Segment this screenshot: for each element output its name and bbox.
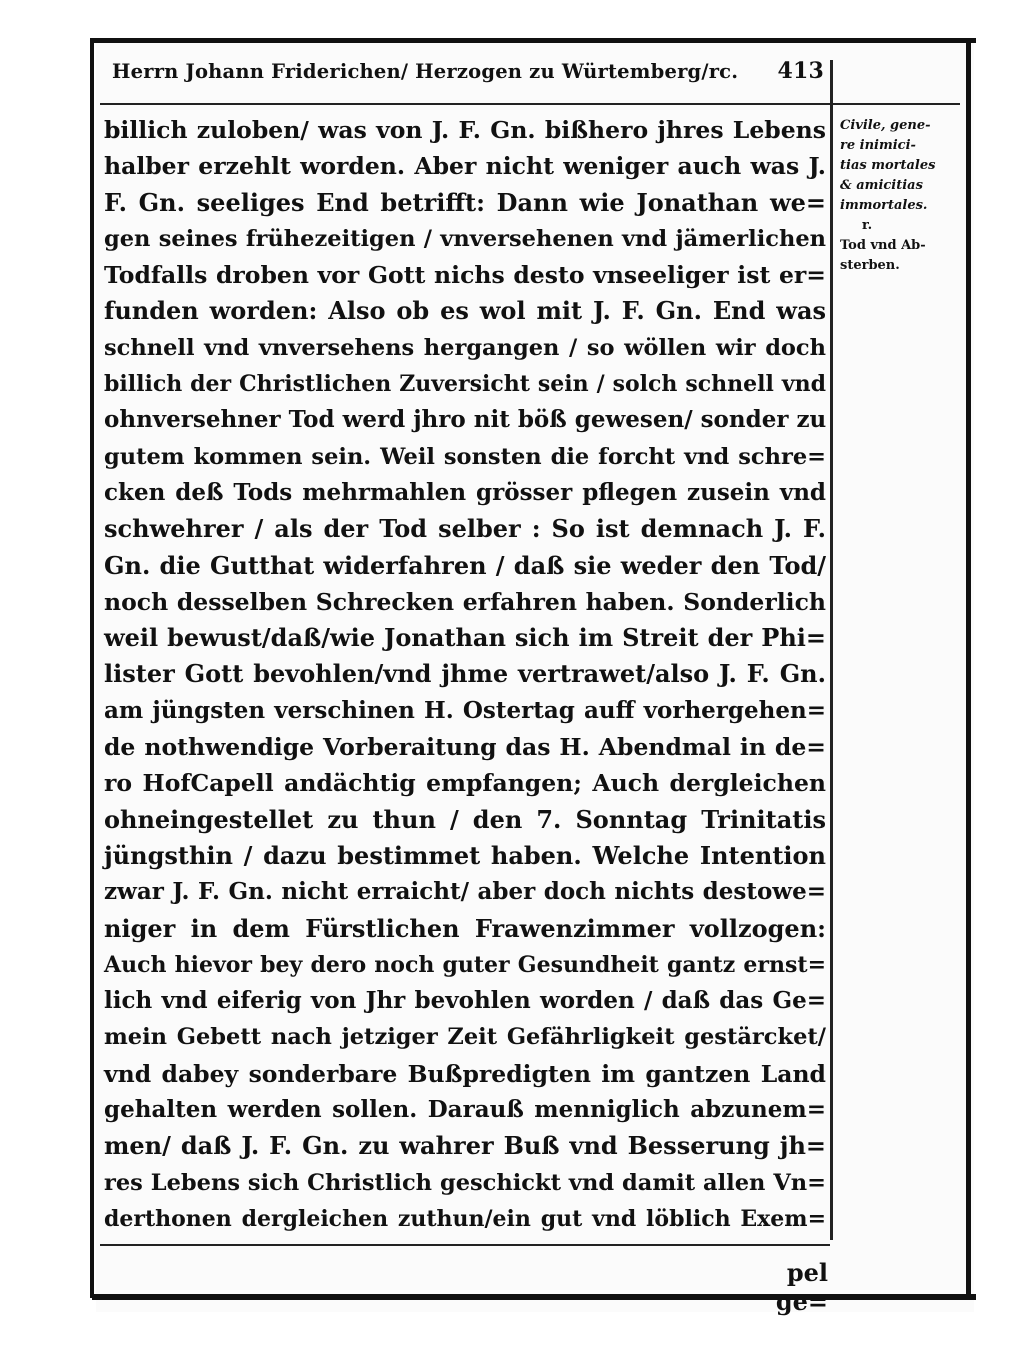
text-line: Gn. die Gutthat widerfahren / daß sie weder den Tod/ [104, 550, 826, 580]
text-line: lister Gott bevohlen/vnd jhme vertrawet/also J. F. Gn. [104, 659, 826, 689]
text-line: lich vnd eiferig von Jhr bevohlen worden / daß das Ge= [104, 987, 826, 1015]
text-line: noch desselben Schrecken erfahren haben. Sonderlich [104, 587, 826, 616]
top-border-rule [92, 38, 976, 43]
marginal-note-line: Tod vnd Ab- [840, 238, 926, 253]
text-line: jüngsthin / dazu bestimmet haben. Welche Intention [104, 840, 826, 870]
page-number: 413 [777, 58, 824, 84]
text-line: Auch hievor bey dero noch guter Gesundheit gantz ernst= [104, 951, 826, 978]
text-line: gutem kommen sein. Weil sonsten die forcht vnd schre= [104, 443, 826, 470]
marginal-notes [840, 116, 964, 276]
text-line: weil bewust/daß/wie Jonathan sich im Streit der Phi= [104, 623, 826, 653]
marginal-note-line: r. [862, 218, 873, 233]
right-border-rule [966, 40, 971, 1298]
text-line: schwehrer / als der Tod selber : So ist demnach J. F. [104, 514, 826, 544]
text-line: Todfalls droben vor Gott nichs desto vnseeliger ist er= [104, 261, 826, 290]
text-line: cken deß Tods mehrmahlen grösser pflegen zusein vnd [104, 478, 826, 506]
text-line: res Lebens sich Christlich geschickt vnd damit allen Vn= [104, 1169, 826, 1196]
marginal-note-line: Civile, gene- [840, 118, 931, 133]
bottom-border-rule [92, 1294, 976, 1300]
header-rule [100, 103, 960, 105]
main-text-column [104, 112, 826, 1237]
text-line: men/ daß J. F. Gn. zu wahrer Buß vnd Besserung jh= [104, 1131, 826, 1161]
text-line: am jüngsten verschinen H. Ostertag auff vorhergehen= [104, 696, 826, 724]
text-line: gehalten werden sollen. Darauß menniglich abzunem= [104, 1096, 826, 1124]
text-line: ohneingestellet zu thun / den 7. Sonntag Trinitatis [104, 804, 826, 834]
marginal-note-line: immortales. [840, 198, 928, 213]
text-line: billich der Christlichen Zuversicht sein / solch schnell vnd [104, 371, 826, 398]
running-head [112, 58, 824, 94]
marginal-note-line: sterben. [840, 258, 900, 273]
marginal-note-line: re inimici- [840, 138, 916, 153]
footer-rule [100, 1244, 830, 1246]
left-border-rule [90, 38, 94, 1298]
text-line: ro HofCapell andächtig empfangen; Auch dergleichen [104, 769, 826, 798]
text-line: mein Gebett nach jetziger Zeit Gefährligkeit gestärcket/ [104, 1024, 826, 1051]
marginal-note-line: tias mortales [840, 158, 936, 173]
marginal-note-line: & amicitias [840, 178, 923, 193]
text-line: derthonen dergleichen zuthun/ein gut vnd löblich Exem= [104, 1205, 826, 1232]
text-line: schnell vnd vnversehens hergangen / so wöllen wir doch [104, 334, 826, 361]
margin-column-rule [830, 60, 833, 1240]
text-line: ohnversehner Tod werd jhro nit böß gewesen/ sonder zu [104, 406, 827, 434]
running-head-title: Herrn Johann Friderichen/ Herzogen zu Würtemberg/rc. [112, 60, 739, 83]
catchword: pel ge= [775, 1258, 828, 1316]
text-line: F. Gn. seeliges End betrifft: Dann wie Jonathan we= [104, 187, 826, 217]
text-line: billich zuloben/ was von J. F. Gn. bißhero jhres Lebens [104, 116, 826, 144]
text-line: vnd dabey sonderbare Bußpredigten im gantzen Land [104, 1059, 826, 1088]
text-line: niger in dem Fürstlichen Frawenzimmer vollzogen: [104, 913, 826, 943]
text-line: de nothwendige Vorberaitung das H. Abendmal in de= [104, 733, 826, 762]
text-line: gen seines frühezeitigen / vnversehenen vnd jämerlichen [104, 225, 826, 252]
text-line: halber erzehlt worden. Aber nicht weniger auch was J. [104, 152, 826, 181]
text-line: funden worden: Also ob es wol mit J. F. Gn. End was [104, 296, 826, 326]
text-line: zwar J. F. Gn. nicht erraicht/ aber doch nichts destowe= [104, 878, 826, 906]
